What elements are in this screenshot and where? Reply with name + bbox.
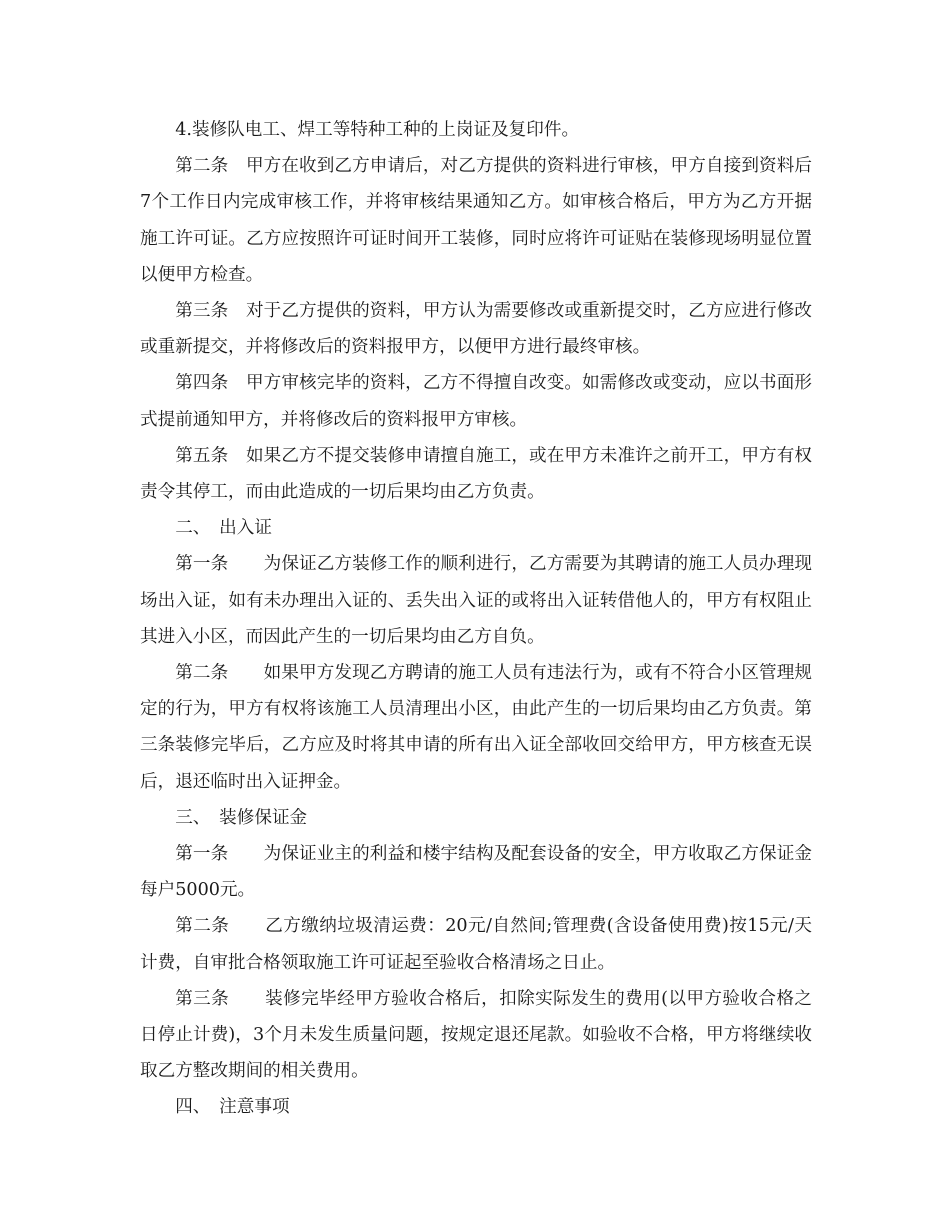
paragraph: 第二条 甲方在收到乙方申请后，对乙方提供的资料进行审核，甲方自接到资料后7个工作日内完成审核工作，并将审核结果通知乙方。如审核合格后，甲方为乙方开据施工许可证。乙方应按照许可证时间开工装修，同时应将许可证贴在装修现场明显位置以便甲方检查。 xyxy=(140,156,812,285)
paragraph: 第一条 为保证乙方装修工作的顺利进行，乙方需要为其聘请的施工人员办理现场出入证，如有未办理出入证的、丢失出入证的或将出入证转借他人的，甲方有权阻止其进入小区，而因此产生的一切后果均由乙方自负。 xyxy=(140,554,812,647)
paragraph: 第五条 如果乙方不提交装修申请擅自施工，或在甲方未准许之前开工，甲方有权责令其停工，而由此造成的一切后果均由乙方负责。 xyxy=(140,445,812,503)
paragraph: 第二条 乙方缴纳垃圾清运费：20元/自然间;管理费(含设备使用费)按15元/天计费，自审批合格领取施工许可证起至验收合格清场之日止。 xyxy=(140,916,812,973)
paragraph: 第三条 对于乙方提供的资料，甲方认为需要修改或重新提交时，乙方应进行修改或重新提交，并将修改后的资料报甲方，以便甲方进行最终审核。 xyxy=(140,301,812,358)
paragraph: 第四条 甲方审核完毕的资料，乙方不得擅自改变。如需修改或变动，应以书面形式提前通知甲方，并将修改后的资料报甲方审核。 xyxy=(140,373,812,430)
paragraph: 第二条 如果甲方发现乙方聘请的施工人员有违法行为，或有不符合小区管理规定的行为，甲方有权将该施工人员清理出小区，由此产生的一切后果均由乙方负责。第三条装修完毕后，乙方应及时将其申请的所有出入证全部收回交给甲方，甲方核查无误后，退还临时出入证押金。 xyxy=(140,663,812,792)
section-heading: 二、 出入证 xyxy=(175,518,272,539)
paragraph: 第三条 装修完毕经甲方验收合格后，扣除实际发生的费用(以甲方验收合格之日停止计费)，3个月未发生质量问题，按规定退还尾款。如验收不合格，甲方将继续收取乙方整改期间的相关费用。 xyxy=(140,988,812,1082)
section-heading: 四、 注意事项 xyxy=(175,1097,290,1118)
document-body xyxy=(140,112,812,1126)
paragraph: 第一条 为保证业主的利益和楼宇结构及配套设备的安全，甲方收取乙方保证金每户5000元。 xyxy=(140,844,812,901)
section-heading: 三、 装修保证金 xyxy=(175,807,308,828)
paragraph: 4.装修队电工、焊工等特种工种的上岗证及复印件。 xyxy=(175,120,580,140)
